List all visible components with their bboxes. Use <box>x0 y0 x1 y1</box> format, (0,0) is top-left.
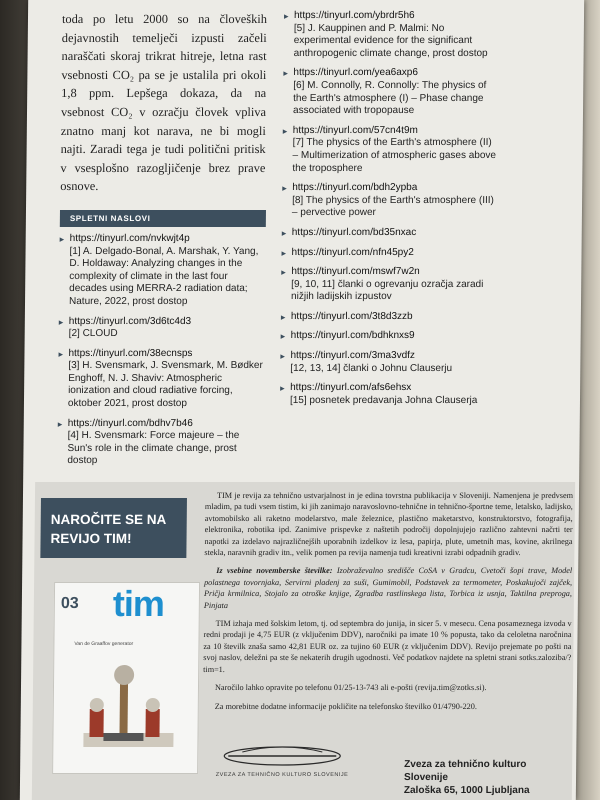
source-url[interactable]: ▸ https://tinyurl.com/57cn4t9m <box>292 124 418 136</box>
sources-list-right <box>280 10 499 407</box>
source-item[interactable] <box>280 382 495 407</box>
source-desc: [8] The physics of the Earth's atmosphere (III) – pervective power <box>291 194 494 219</box>
source-desc: [7] The physics of the Earth's atmosphere (II) – Multimerization of atmospheric gases above the troposphere <box>292 137 497 174</box>
subscription-promo <box>32 482 575 800</box>
source-item[interactable] <box>281 266 496 304</box>
source-item[interactable] <box>282 125 498 175</box>
source-item[interactable] <box>281 311 496 324</box>
source-desc: [12, 13, 14] članki o Johnu Clauserju <box>290 362 453 374</box>
source-url[interactable]: ▸ https://tinyurl.com/3d6tc4d3 <box>68 315 192 327</box>
address-line-1: Zveza za tehnično kulturo Slovenije <box>403 759 527 783</box>
source-item[interactable] <box>280 350 495 375</box>
source-desc: [1] A. Delgado-Bonal, A. Marshak, Y. Yang, D. Holdaway: Analyzing changes in the complexity of climate in the last four decades using MERRA-2 radiation data; Nature, 2022, prost dostop <box>68 245 259 307</box>
source-item[interactable] <box>59 316 264 341</box>
source-desc: [9, 10, 11] članki o ogrevanju ozračja zaradi nižjih ladijskih izpustov <box>291 278 484 303</box>
source-item[interactable] <box>57 418 263 468</box>
magazine-page <box>20 0 584 800</box>
source-item[interactable] <box>282 182 497 220</box>
promo-intro: TIM je revija za tehnično ustvarjalnost in je edina tovrstna publikacija v Sloveniji. Namenjena je predvsem mladim, pa tudi vsem tistim, ki jih zanimajo naravoslovno-tehnične in tehnično-športne teme, letalsko, ladijsko, avtomobilsko ali raketno modelarstvo, male železnice, plastično maketarstvo, konstruktorstvo, fotografija, elektronika, robotika ipd. Zanimive prispevke z naštetih področij dopolnjujejo različno zahtevni načrti ter napotki za izdelavo najrazličnejših uporabnih izdelkov iz lesa, papirja, plute, umetnih mas, kovine, akrilnega stekla, naravnih gradiv itn., velik pomen pa revija namenja tudi kreativni izrabi odpadnih gradiv. <box>204 491 574 558</box>
promo-info: Za morebitne dodatne informacije pokličite na telefonsko številko 01/4790-220. <box>214 701 477 711</box>
source-desc: [3] H. Svensmark, J. Svensmark, M. Bødker Enghoff, N. J. Shaviv: Atmospheric ionization and cloud radiative forcing, oktober 2021, prost dostop <box>67 360 263 410</box>
source-url[interactable]: ▸ https://tinyurl.com/bd35nxac <box>291 226 417 238</box>
source-item[interactable] <box>284 10 500 60</box>
magazine-logo: tim <box>112 583 165 624</box>
source-item[interactable] <box>59 233 265 309</box>
address-line-2: Zaloška 65, 1000 Ljubljana <box>403 785 530 796</box>
source-url[interactable]: ▸ https://tinyurl.com/yea6axp6 <box>293 67 418 79</box>
source-url[interactable]: ▸ https://tinyurl.com/38ecnsps <box>68 347 193 359</box>
left-column <box>57 10 267 475</box>
source-desc: [4] H. Svensmark: Force majeure – the Sun's role in the climate change, prost dostop <box>67 430 240 467</box>
source-item[interactable] <box>58 348 264 411</box>
source-desc: [15] posnetek predavanja Johna Clauserja <box>289 394 478 406</box>
zveza-logo-text: ZVEZA ZA TEHNIČNO KULTURO SLOVENIJE <box>215 772 349 778</box>
source-desc: [6] M. Connolly, R. Connolly: The physics of the Earth's atmosphere (I) – Phase change associated with tropopause <box>292 79 487 117</box>
zveza-address <box>404 758 572 797</box>
promo-issue-label: Iz vsebine novemberske številke: <box>216 566 333 576</box>
source-item[interactable] <box>282 227 497 240</box>
promo-banner: NAROČITE SE NA REVIJO TIM! <box>40 498 187 558</box>
sources-list-left <box>57 233 264 468</box>
magazine-headline: Van de Graaffov generator <box>74 641 134 647</box>
right-column <box>280 10 499 414</box>
promo-text <box>203 490 573 719</box>
source-desc: [5] J. Kauppinen and P. Malmi: No experimental evidence for the significant anthropogenic climate change, prost dostop <box>293 22 488 59</box>
promo-issue-contents: Izobraževalno središče CoSA v Gradcu, Cvetoči šopi trave, Model polastnega tovornjaka, Servirni pladenj za suši, Gumimobil, Podstavek za termometer, Poskakujoči zajček, Pričja krmilnica, Stojalo za otroške knjige, Zgradba rastlinskega lista, Torbica iz usnja, Taktilna preproga, Pinjata <box>203 566 573 610</box>
promo-order: Naročilo lahko opravite po telefonu 01/25-13-743 ali e-pošti (revija.tim@zotks.si). <box>214 683 487 693</box>
magazine-number: 03 <box>60 595 79 612</box>
source-item[interactable] <box>283 67 499 117</box>
source-url[interactable]: ▸ https://tinyurl.com/nvkwjt4p <box>69 232 190 244</box>
source-url[interactable]: ▸ https://tinyurl.com/mswf7w2n <box>291 266 420 278</box>
promo-pricing: TIM izhaja med šolskim letom, tj. od septembra do junija, in sicer 5. v mesecu. Cena posameznega izvoda v redni prodaji je 4,75 EUR (z vključenim DDV), naročniki pa imate 10 % popusta, tako da celoletna naročnina za 10 številk znaša samo 42,81 EUR oz. za tujino 60 EUR (z vključenim DDV). Revijo prejemate po pošti na svoj naslov, deležni pa ste še nekaterih drugih ugodnosti. Več podatkov najdete na spletni strani sotks.zaloziba/?tim=1. <box>203 619 572 674</box>
source-url[interactable]: ▸ https://tinyurl.com/ybrdr5h6 <box>293 10 415 21</box>
source-url[interactable]: ▸ https://tinyurl.com/3ma3vdfz <box>290 350 416 362</box>
van-de-graaff-generator-image <box>53 583 199 773</box>
source-url[interactable]: ▸ https://tinyurl.com/bdh2ypba <box>292 182 418 194</box>
source-item[interactable] <box>281 247 496 260</box>
article-paragraph: toda po letu 2000 so na človeških dejavnostih temelječi izpusti začeli naraščati skoraj trikrat hitreje, letna rast vsebnosti CO₂ pa se je ustalila pri okoli 1,8 ppm. Lepšega dokaza, da na vsebnost CO₂ v ozračju človek vpliva znatno manj kot narava, ne bi mogli najti. Zaradi tega je tudi politični pritisk v vsesplošno razogljičenje brez prave osnove. <box>60 12 268 194</box>
source-url[interactable]: ▸ https://tinyurl.com/nfn45py2 <box>291 246 414 258</box>
source-url[interactable]: ▸ https://tinyurl.com/bdhknxs9 <box>290 330 415 342</box>
sources-heading: SPLETNI NASLOVI <box>60 210 266 227</box>
source-item[interactable] <box>281 330 496 343</box>
source-url[interactable]: ▸ https://tinyurl.com/bdhv7b46 <box>67 417 193 429</box>
source-url[interactable]: ▸ https://tinyurl.com/3t8d3zzb <box>290 310 413 322</box>
promo-issue <box>204 565 572 611</box>
magazine-cover <box>52 582 200 774</box>
source-url[interactable]: ▸ https://tinyurl.com/afs6ehsx <box>290 382 412 394</box>
source-desc: [2] CLOUD <box>68 328 118 340</box>
